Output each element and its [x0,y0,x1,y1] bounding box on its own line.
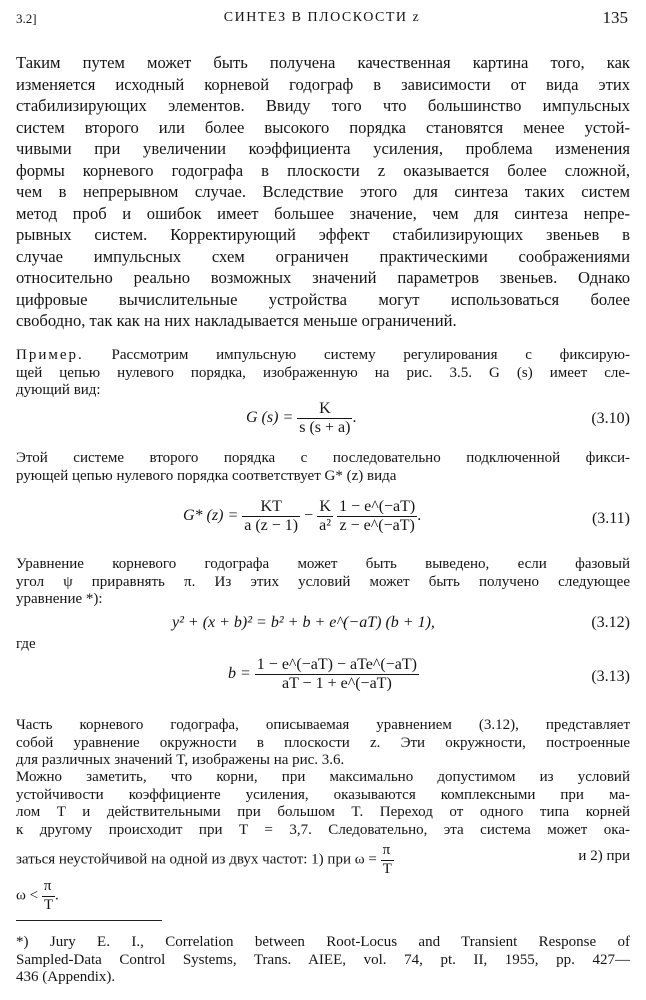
fraction [255,656,419,693]
section-number: 3.2] [16,11,37,26]
denominator: s (s + a) [299,419,351,436]
text-line: уравнение *): [16,591,103,607]
text-line: Этой системе второго порядка с последовательно подключенной фикси- [16,450,630,466]
equation-3-12 [0,614,646,636]
text-line-omega [16,842,630,878]
minus-sign: − [304,507,314,525]
footnote-line: 436 (Appendix). [16,969,116,985]
text-line: чем в непрерывном случае. Вследствие этого для синтеза таких систем [16,182,630,201]
paragraph-intro [16,52,630,332]
equation-3-13 [0,656,646,702]
text-line-part: . [55,887,59,904]
text-line: Таким путем может быть получена качественная картина того, как [16,53,630,72]
text-line: угол ψ приравнять π. Из этих условий может быть получено следующее [16,573,630,590]
text-line-part: ω < [16,887,39,904]
text-line: рующей цепью нулевого порядка соответствует G* (z) вида [16,467,397,484]
numerator: K [319,400,331,417]
fraction [337,498,417,535]
equation-lhs: b = [228,665,251,683]
denominator: aT − 1 + e^(−aT) [255,674,419,693]
text-line: цифровые вычислительные устройства могут использоваться более [16,289,630,309]
text-line: Можно заметить, что корни, при максимально допустимом из условий [16,769,630,785]
fraction [42,878,55,914]
text-line: дующий вид: [16,382,101,398]
equation-tail: . [417,507,422,525]
numerator: KT [260,498,282,515]
fraction [242,498,300,535]
page-number: 135 [602,8,628,27]
where-word: где [16,636,36,652]
text-line: рывных систем. Корректирующий эффект стабилизирующих звеньев в [16,225,630,244]
equation-body [246,400,356,437]
paragraph-text2 [16,450,630,485]
text-line: чивыми при увеличении коэффициента усиления, проблема изменения [16,139,630,158]
denominator: a (z − 1) [244,517,299,534]
footnote [16,934,630,987]
footnote-rule [16,920,162,921]
fraction [297,400,352,437]
text-line: случае импульсных схем ограничен практическими соображениями [16,246,630,266]
paragraph-example [16,347,630,400]
equation-lhs: G (s) = [246,409,294,427]
equation-body [183,498,421,535]
text-line: к другому происходит при T = 3,7. Следовательно, эта система может ока- [16,821,630,838]
text-line: формы корневого годографа в плоскости z оказывается более сложной, [16,160,630,180]
footnote-line: Sampled-Data Control Systems, Trans. AIEE, vol. 74, pt. II, 1955, pp. 427— [16,951,630,968]
denominator: T [43,896,54,913]
denominator: z − e^(−aT) [337,516,417,535]
equation-number: (3.13) [591,668,630,685]
text-line: Часть корневого годографа, описываемая уравнением (3.12), представляет [16,717,630,733]
text-line: относительно реально возможных значений параметров звеньев. Однако [16,268,630,287]
text-line-part: и 2) при [578,848,630,864]
text-line: устойчивости коэффициенте усиления, оказываются комплексными при ма- [16,786,630,803]
paragraph-text4 [16,717,630,770]
text-line: свободно, так как на них накладывается меньше ограничений. [16,311,457,330]
numerator: 1 − e^(−aT) [339,498,416,515]
text-line [16,347,630,365]
text-line: метод проб и ошибок имеет большее значение, чем для синтеза непре- [16,203,630,223]
paragraph-text3 [16,556,630,609]
text-line: лом T и действительными при большом T. Переход от одного типа корней [16,804,630,820]
paragraph-text5 [16,769,630,839]
text-line: Уравнение корневого годографа может быть выведено, если фазовый [16,556,630,572]
text-line-part: заться неустойчивой на одной из двух частот: 1) при ω = [16,851,377,868]
example-label: Пример. [16,347,84,363]
fraction [381,842,394,878]
equation-number: (3.10) [591,410,630,427]
text-line: щей цепью нулевого порядка, изображенную на рис. 3.5. G (s) имеет сле- [16,364,630,381]
footnote-line: *) Jury E. I., Correlation between Root-Locus and Transient Response of [16,934,630,950]
equation-number: (3.11) [591,510,630,527]
text-line: систем второго или более высокого порядка становятся менее устой- [16,117,630,137]
equation-body: y² + (x + b)² = b² + b + e^(−aT) (b + 1), [172,614,435,631]
running-title: СИНТЕЗ В ПЛОСКОСТИ z [223,10,421,25]
text-line: стабилизирующих элементов. Ввиду того что большинство импульсных [16,96,630,115]
equation-3-10 [0,398,646,442]
text-line-part: Рассмотрим импульсную систему регулирования с фиксирую- [111,347,631,363]
text-line: изменяется исходный корневой годограф в зависимости от вида этих [16,74,630,94]
text-line: собой уравнение окружности в плоскости z. Эти окружности, построенные [16,734,630,751]
text-line-omega-2 [16,878,630,914]
fraction [317,498,333,535]
equation-number: (3.12) [591,614,630,631]
denominator: T [382,860,392,877]
equation-lhs: G* (z) = [183,507,239,525]
equation-tail: . [352,409,357,427]
page-header [16,8,628,30]
text-line: для различных значений T, изображены на рис. 3.6. [16,752,345,768]
equation-body [228,656,419,693]
equation-3-11 [0,498,646,544]
denominator: a² [319,517,332,534]
numerator: 1 − e^(−aT) − aTe^(−aT) [256,656,417,673]
numerator: π [43,878,52,894]
numerator: K [319,498,331,515]
numerator: π [382,842,391,858]
